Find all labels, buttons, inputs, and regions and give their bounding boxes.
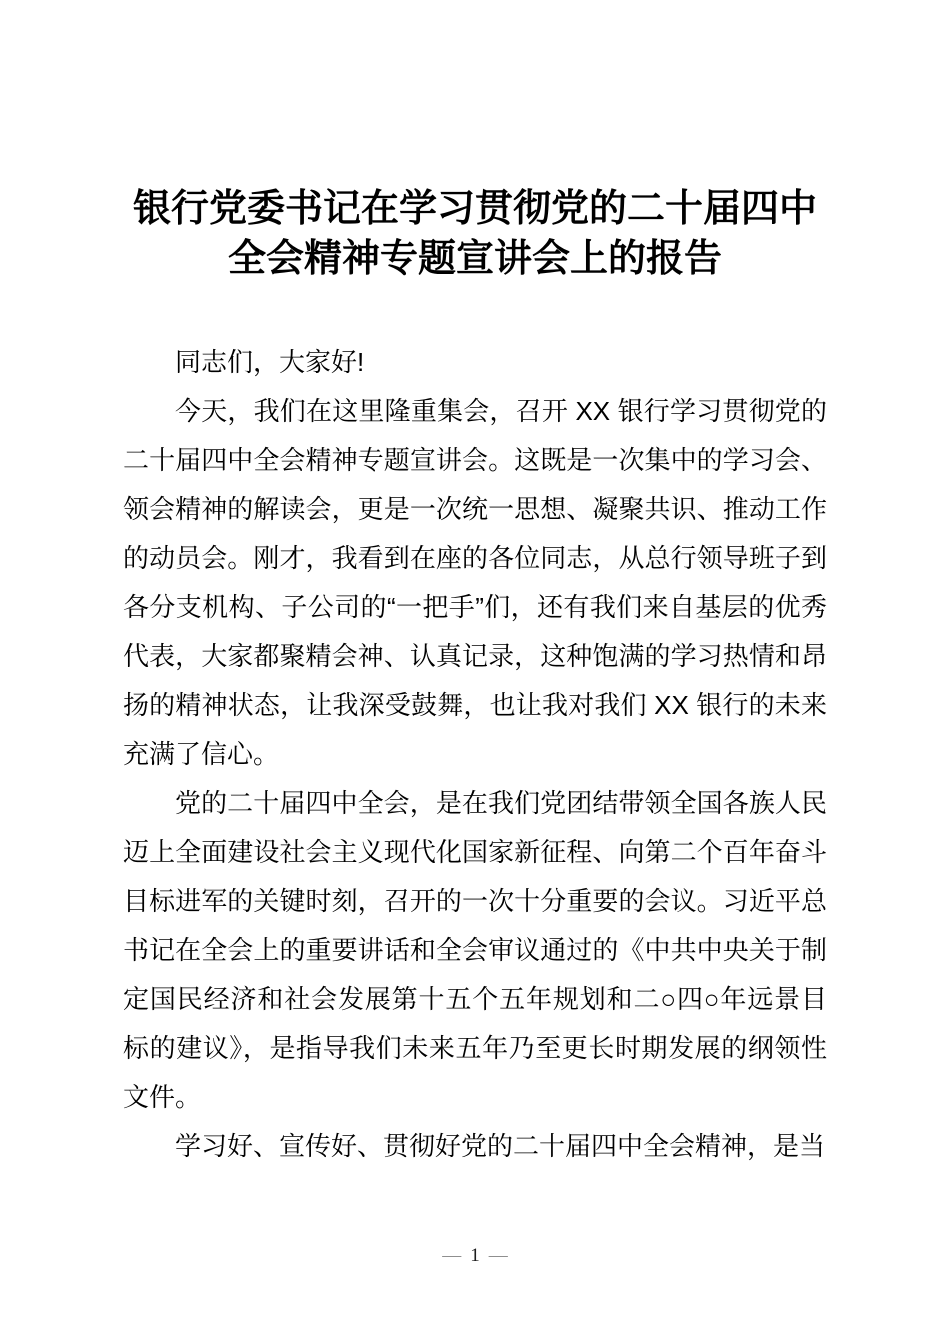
paragraph-study-call: 学习好、宣传好、贯彻好党的二十届四中全会精神，是当 — [175, 1131, 826, 1161]
footer-dash-right: — — [488, 1245, 508, 1266]
document-body — [123, 338, 827, 1171]
paragraph-plenum-significance: 党的二十届四中全会，是在我们党团结带领全国各族人民迈上全面建设社会主义现代化国家新征程、向第二个百年奋斗目标进军的关键时刻，召开的一次十分重要的会议。习近平总书记在全会上的重要讲话和全会审议通过的《中共中央关于制定国民经济和社会发展第十五个五年规划和二○四○年远景目标的建议》，是指导我们未来五年乃至更长时期发展的纲领性文件。 — [123, 788, 827, 1112]
page-number: 1 — [470, 1245, 480, 1266]
paragraph-opening: 今天，我们在这里隆重集会，召开 XX 银行学习贯彻党的二十届四中全会精神专题宣讲会。这既是一次集中的学习会、领会精神的解读会，更是一次统一思想、凝聚共识、推动工作的动员会。刚才，我看到在座的各位同志，从总行领导班子到各分支机构、子公司的“一把手”们，还有我们来自基层的优秀代表，大家都聚精会神、认真记录，这种饱满的学习热情和昂扬的精神状态，让我深受鼓舞，也让我对我们 XX 银行的未来充满了信心。 — [123, 396, 827, 769]
footer-dash-left: — — [442, 1245, 462, 1266]
paragraph-greeting: 同志们，大家好! — [175, 347, 365, 377]
page-footer — [0, 1243, 950, 1268]
document-title: 银行党委书记在学习贯彻党的二十届四中全会精神专题宣讲会上的报告 — [132, 188, 817, 280]
